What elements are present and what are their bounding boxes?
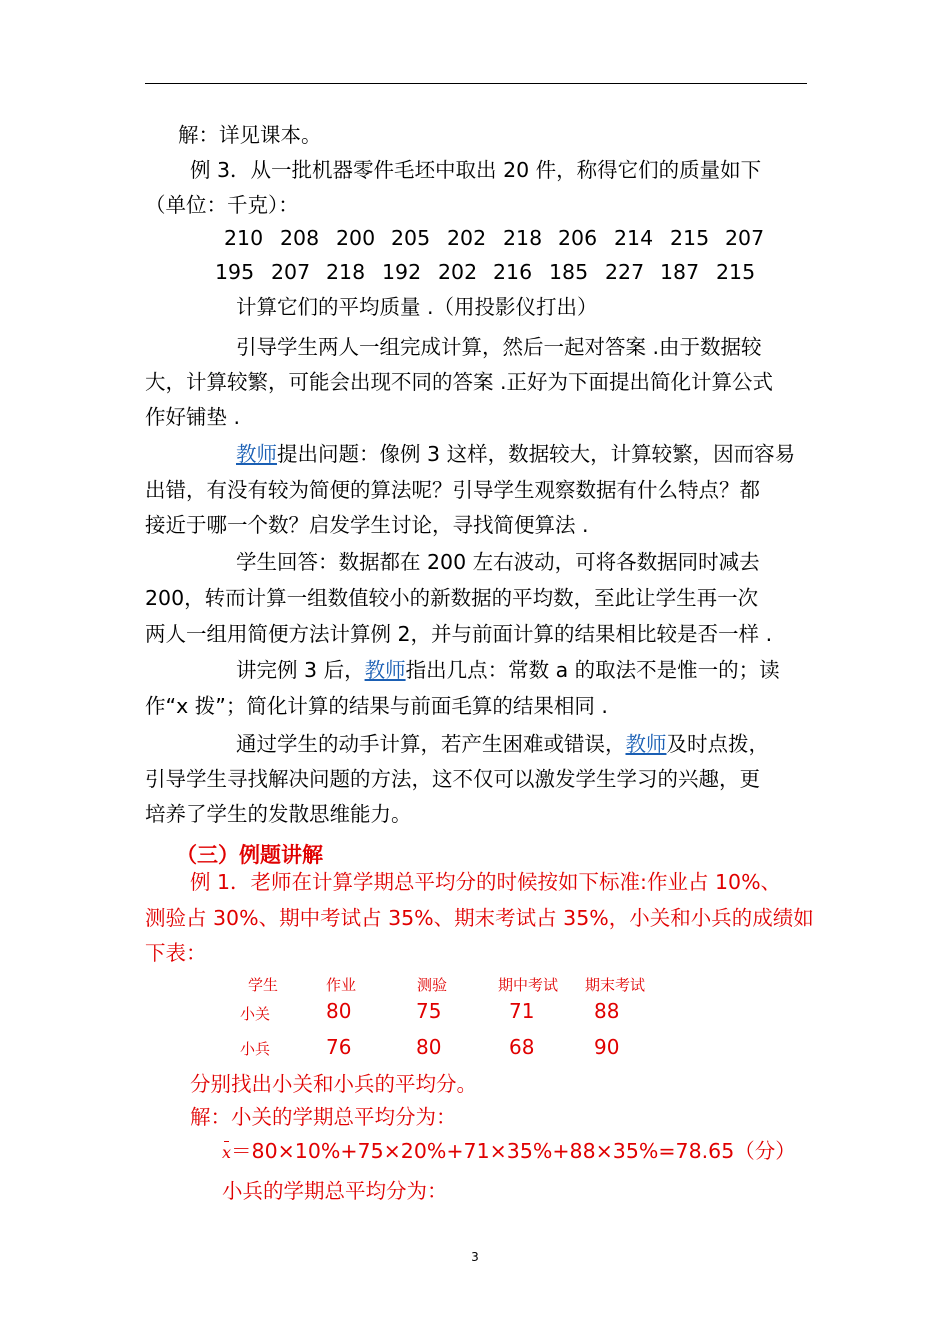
- student-line2: 200，转而计算一组数值较小的新数据的平均数，至此让学生再一次: [145, 586, 759, 610]
- data-value: 214: [614, 226, 654, 250]
- data-value: 215: [670, 226, 710, 250]
- section-heading: （三）例题讲解: [176, 843, 323, 867]
- data-value: 207: [271, 260, 311, 284]
- table-header-final: 期末考试: [585, 976, 646, 994]
- example1-solution: 解：小关的学期总平均分为：: [190, 1105, 457, 1129]
- data-row-1: [224, 225, 764, 251]
- table-row-name: 小兵: [240, 1040, 271, 1058]
- data-value: 218: [326, 260, 366, 284]
- student-line1: 学生回答：数据都在 200 左右波动，可将各数据同时减去: [236, 550, 760, 574]
- formula-text: ＝80×10%+75×20%+71×35%+88×35%=78.65（分）: [231, 1139, 796, 1163]
- page-number: 3: [471, 1250, 479, 1264]
- points-line1-post: 指出几点：常数 a 的取法不是惟一的；读: [405, 658, 780, 682]
- x-bar-symbol: x: [222, 1140, 231, 1166]
- data-value: 215: [716, 260, 756, 284]
- table-cell: 80: [416, 1035, 442, 1059]
- data-value: 195: [215, 260, 255, 284]
- guide-line1: 引导学生两人一组完成计算，然后一起对答案 .由于数据较: [236, 335, 762, 359]
- points-line2: 作“x 拨”；简化计算的结果与前面毛算的结果相同 .: [145, 694, 608, 718]
- data-value: 216: [493, 260, 533, 284]
- table-cell: 76: [326, 1035, 352, 1059]
- example1-line2: 测验占 30%、期中考试占 35%、期末考试占 35%，小关和小兵的成绩如: [145, 906, 814, 930]
- solution-intro: 解：详见课本。: [178, 123, 322, 147]
- data-value: 202: [438, 260, 478, 284]
- table-header-homework: 作业: [326, 976, 357, 994]
- example1-task: 分别找出小关和小兵的平均分。: [190, 1072, 477, 1096]
- hands-on-line2: 引导学生寻找解决问题的方法，这不仅可以激发学生学习的兴趣，更: [145, 767, 760, 791]
- points-line1: [236, 657, 780, 683]
- teacher-link[interactable]: 教师: [236, 442, 277, 466]
- data-value: 202: [447, 226, 487, 250]
- formula-line: [222, 1138, 796, 1166]
- data-value: 185: [549, 260, 589, 284]
- example1-line3: 下表：: [145, 941, 207, 965]
- data-value: 208: [280, 226, 320, 250]
- example1-next: 小兵的学期总平均分为：: [222, 1179, 448, 1203]
- table-cell: 90: [594, 1035, 620, 1059]
- data-value: 210: [224, 226, 264, 250]
- guide-line3: 作好铺垫 .: [145, 405, 241, 429]
- data-value: 187: [660, 260, 700, 284]
- hands-on-line1-post: 及时点拨，: [666, 732, 769, 756]
- teacher-line1-text: 提出问题：像例 3 这样，数据较大，计算较繁，因而容易: [277, 442, 796, 466]
- data-value: 192: [382, 260, 422, 284]
- table-cell: 75: [416, 999, 442, 1023]
- table-cell: 68: [509, 1035, 535, 1059]
- teacher-line3: 接近于哪一个数？启发学生讨论，寻找简便算法 .: [145, 513, 589, 537]
- header-rule: [145, 83, 807, 84]
- points-line1-pre: 讲完例 3 后，: [236, 658, 365, 682]
- hands-on-line1: [236, 731, 769, 757]
- teacher-line2: 出错，有没有较为简便的算法呢？引导学生观察数据有什么特点？都: [145, 478, 760, 502]
- data-value: 227: [605, 260, 645, 284]
- table-cell: 71: [509, 999, 535, 1023]
- data-value: 200: [336, 226, 376, 250]
- example3-line2: （单位：千克）：: [145, 193, 299, 217]
- data-value: 206: [558, 226, 598, 250]
- data-row-2: [215, 259, 755, 285]
- hands-on-line3: 培养了学生的发散思维能力。: [145, 802, 412, 826]
- table-row-name: 小关: [240, 1005, 271, 1023]
- example3-task: 计算它们的平均质量 .（用投影仪打出）: [236, 295, 598, 319]
- table-cell: 80: [326, 999, 352, 1023]
- table-cell: 88: [594, 999, 620, 1023]
- teacher-link[interactable]: 教师: [625, 732, 667, 756]
- guide-line2: 大，计算较繁，可能会出现不同的答案 .正好为下面提出简化计算公式: [145, 370, 774, 394]
- student-line3: 两人一组用简便方法计算例 2，并与前面计算的结果相比较是否一样 .: [145, 622, 773, 646]
- data-value: 205: [391, 226, 431, 250]
- example1-line1: 例 1．老师在计算学期总平均分的时候按如下标准:作业占 10%、: [190, 870, 782, 894]
- table-header-student: 学生: [248, 976, 279, 994]
- data-value: 218: [503, 226, 543, 250]
- hands-on-line1-pre: 通过学生的动手计算，若产生困难或错误，: [236, 732, 626, 756]
- example3-line1: 例 3．从一批机器零件毛坯中取出 20 件，称得它们的质量如下: [190, 158, 762, 182]
- table-header-midterm: 期中考试: [498, 976, 559, 994]
- teacher-line1: [236, 441, 795, 467]
- table-header-quiz: 测验: [417, 976, 448, 994]
- teacher-link[interactable]: 教师: [364, 658, 406, 682]
- data-value: 207: [725, 226, 765, 250]
